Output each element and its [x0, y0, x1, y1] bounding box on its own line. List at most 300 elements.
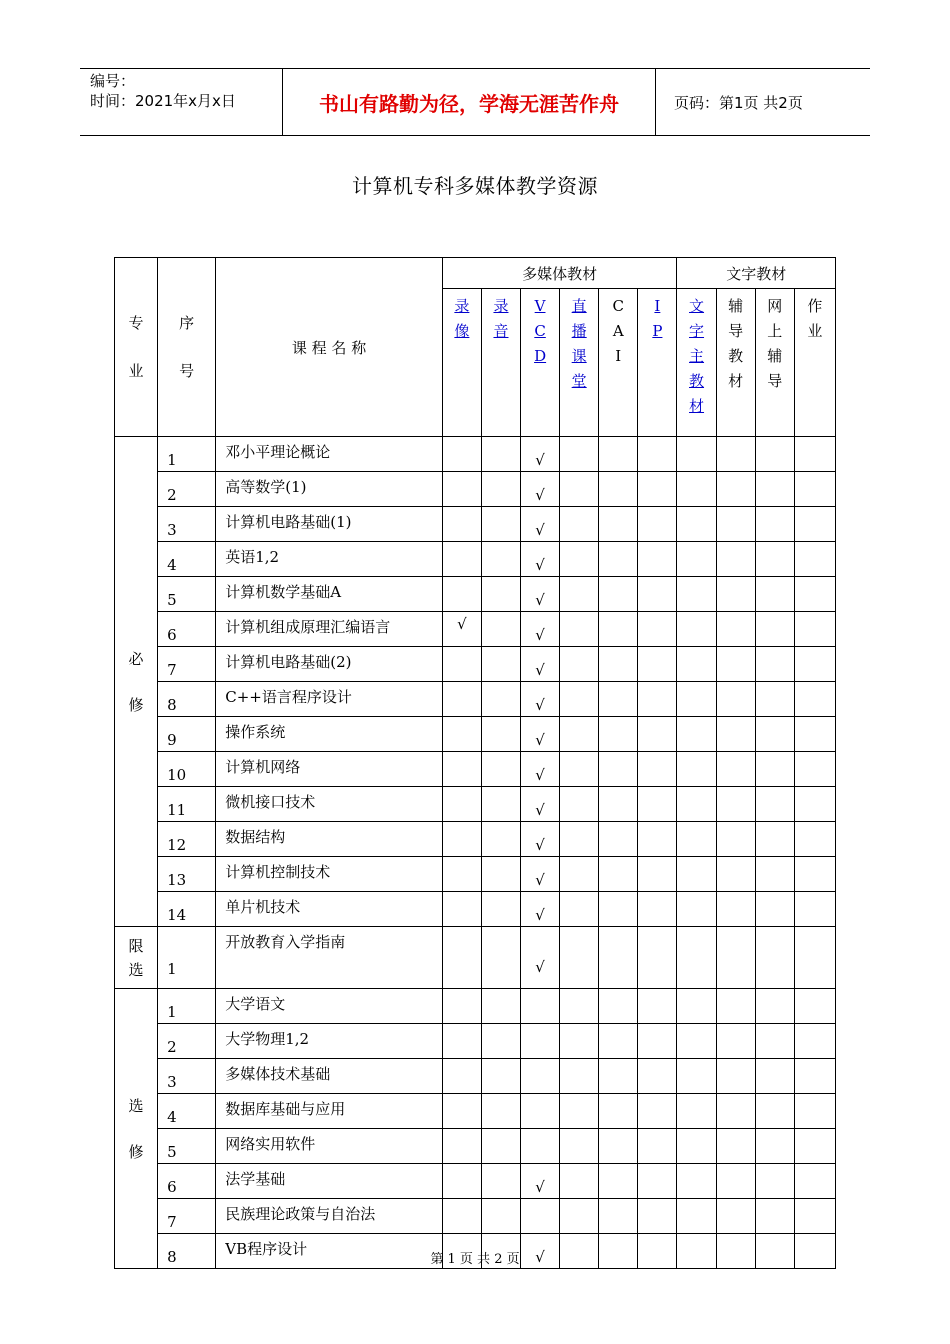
- row-cell-3: [560, 927, 599, 989]
- row-cell-9: [794, 857, 835, 892]
- row-cell-7: [716, 717, 755, 752]
- row-cell-4: [599, 822, 638, 857]
- row-seq: 5: [158, 1129, 216, 1164]
- table-row: [115, 507, 836, 542]
- row-cell-8: [755, 612, 794, 647]
- subheader-col-4: [599, 289, 638, 437]
- table-row: [115, 857, 836, 892]
- section-label: 限 选: [115, 927, 158, 989]
- row-cell-6: [677, 647, 716, 682]
- row-cell-4: [599, 892, 638, 927]
- row-cell-7: [716, 542, 755, 577]
- row-cell-4: [599, 542, 638, 577]
- subheader-col-8: [755, 289, 794, 437]
- table-row: [115, 1024, 836, 1059]
- subheader-label-3[interactable]: 直 播 课 堂: [571, 297, 587, 390]
- row-cell-3: [560, 1129, 599, 1164]
- subheader-col-1[interactable]: [481, 289, 520, 437]
- row-seq: 3: [158, 1059, 216, 1094]
- row-cell-4: [599, 787, 638, 822]
- row-cell-7: [716, 857, 755, 892]
- row-seq: 5: [158, 577, 216, 612]
- group-multimedia-header: 多媒体教材: [442, 258, 677, 289]
- row-course-name: 计算机组成原理汇编语言: [216, 612, 443, 647]
- row-cell-5: [638, 437, 677, 472]
- row-cell-9: [794, 577, 835, 612]
- row-seq: 14: [158, 892, 216, 927]
- check-mark-icon: √: [535, 626, 545, 644]
- row-cell-3: [560, 1164, 599, 1199]
- row-cell-7: [716, 472, 755, 507]
- row-course-name: 计算机网络: [216, 752, 443, 787]
- table-row: [115, 577, 836, 612]
- row-seq: 8: [158, 682, 216, 717]
- row-cell-6: [677, 1199, 716, 1234]
- row-cell-1: [481, 787, 520, 822]
- row-cell-0: [442, 989, 481, 1024]
- row-cell-9: [794, 472, 835, 507]
- row-cell-6: [677, 717, 716, 752]
- row-course-name: 计算机数学基础A: [216, 577, 443, 612]
- subheader-label-0[interactable]: 录 像: [454, 297, 470, 340]
- row-cell-4: [599, 612, 638, 647]
- row-cell-4: [599, 857, 638, 892]
- row-seq: 2: [158, 1024, 216, 1059]
- row-cell-5: [638, 1164, 677, 1199]
- col-major-header: [115, 258, 158, 437]
- row-cell-4: [599, 1129, 638, 1164]
- row-cell-0: [442, 717, 481, 752]
- row-cell-0: [442, 1059, 481, 1094]
- row-cell-6: [677, 787, 716, 822]
- check-mark-icon: √: [535, 556, 545, 574]
- row-cell-9: [794, 752, 835, 787]
- row-course-name: VB程序设计: [216, 1234, 443, 1269]
- row-cell-4: [599, 1199, 638, 1234]
- row-cell-2: [521, 892, 560, 927]
- page-title: [0, 170, 950, 199]
- row-cell-6: [677, 822, 716, 857]
- subheader-label-4: C A I: [612, 297, 624, 365]
- row-cell-2: [521, 542, 560, 577]
- row-seq: 6: [158, 1164, 216, 1199]
- check-mark-icon: √: [535, 906, 545, 924]
- table-row: [115, 612, 836, 647]
- row-cell-4: [599, 1164, 638, 1199]
- table-row: [115, 682, 836, 717]
- time-label: 时间：2021年x月x日: [90, 92, 236, 110]
- row-course-name: 多媒体技术基础: [216, 1059, 443, 1094]
- row-cell-8: [755, 542, 794, 577]
- row-cell-7: [716, 647, 755, 682]
- check-mark-icon: √: [535, 521, 545, 539]
- check-mark-icon: √: [535, 1248, 545, 1266]
- row-cell-4: [599, 507, 638, 542]
- row-cell-0: [442, 822, 481, 857]
- row-cell-1: [481, 1059, 520, 1094]
- row-cell-4: [599, 752, 638, 787]
- row-cell-6: [677, 892, 716, 927]
- check-mark-icon: √: [535, 661, 545, 679]
- subheader-col-6[interactable]: [677, 289, 716, 437]
- row-cell-9: [794, 822, 835, 857]
- section-label: 选 修: [115, 989, 158, 1269]
- row-cell-3: [560, 682, 599, 717]
- row-cell-8: [755, 1199, 794, 1234]
- table-row: [115, 822, 836, 857]
- table-row: [115, 1094, 836, 1129]
- row-cell-2: [521, 1199, 560, 1234]
- row-cell-2: [521, 1129, 560, 1164]
- row-cell-5: [638, 822, 677, 857]
- row-cell-2: [521, 507, 560, 542]
- table-row: [115, 1164, 836, 1199]
- table-row: [115, 1199, 836, 1234]
- row-cell-2: [521, 927, 560, 989]
- row-seq: 7: [158, 647, 216, 682]
- row-cell-5: [638, 647, 677, 682]
- row-cell-7: [716, 437, 755, 472]
- serial-label: 编号：: [90, 72, 136, 90]
- row-cell-0: [442, 1094, 481, 1129]
- row-seq: 13: [158, 857, 216, 892]
- row-cell-8: [755, 927, 794, 989]
- row-cell-3: [560, 717, 599, 752]
- row-cell-6: [677, 542, 716, 577]
- row-course-name: 法学基础: [216, 1164, 443, 1199]
- row-cell-3: [560, 437, 599, 472]
- row-cell-8: [755, 682, 794, 717]
- row-cell-2: [521, 752, 560, 787]
- row-cell-1: [481, 892, 520, 927]
- row-cell-0: [442, 927, 481, 989]
- header-meta: [80, 69, 282, 137]
- row-cell-2: [521, 647, 560, 682]
- row-course-name: 大学语文: [216, 989, 443, 1024]
- col-name-header: 课 程 名 称: [216, 258, 443, 437]
- title-part1: 计算机专科: [352, 174, 455, 198]
- row-course-name: 开放教育入学指南: [216, 927, 443, 989]
- row-cell-0: [442, 752, 481, 787]
- row-cell-3: [560, 1199, 599, 1234]
- row-course-name: 操作系统: [216, 717, 443, 752]
- row-cell-9: [794, 542, 835, 577]
- row-cell-1: [481, 1164, 520, 1199]
- row-cell-3: [560, 647, 599, 682]
- col-seq-label: 序 号: [179, 314, 195, 380]
- row-seq: 7: [158, 1199, 216, 1234]
- row-cell-3: [560, 1094, 599, 1129]
- row-cell-1: [481, 1094, 520, 1129]
- table-row: [115, 787, 836, 822]
- subheader-label-5[interactable]: I P: [652, 297, 663, 340]
- row-cell-5: [638, 1129, 677, 1164]
- check-mark-icon: √: [535, 958, 545, 976]
- row-course-name: 计算机电路基础(2): [216, 647, 443, 682]
- row-seq: 4: [158, 542, 216, 577]
- table-row: [115, 892, 836, 927]
- row-cell-1: [481, 542, 520, 577]
- row-cell-0: [442, 542, 481, 577]
- row-seq: 9: [158, 717, 216, 752]
- row-cell-8: [755, 1059, 794, 1094]
- title-part2: 多媒体教学资源: [454, 174, 598, 198]
- row-course-name: 大学物理1,2: [216, 1024, 443, 1059]
- row-cell-9: [794, 1164, 835, 1199]
- row-cell-3: [560, 507, 599, 542]
- row-cell-9: [794, 1094, 835, 1129]
- subheader-label-8: 网 上 辅 导: [767, 297, 783, 390]
- row-cell-8: [755, 787, 794, 822]
- row-cell-5: [638, 1059, 677, 1094]
- row-cell-3: [560, 1024, 599, 1059]
- row-cell-1: [481, 507, 520, 542]
- row-course-name: 数据库基础与应用: [216, 1094, 443, 1129]
- row-cell-2: [521, 1059, 560, 1094]
- row-cell-6: [677, 472, 716, 507]
- row-cell-8: [755, 647, 794, 682]
- row-cell-4: [599, 577, 638, 612]
- row-cell-6: [677, 1094, 716, 1129]
- row-cell-9: [794, 682, 835, 717]
- row-cell-7: [716, 1199, 755, 1234]
- row-cell-5: [638, 612, 677, 647]
- row-cell-8: [755, 1164, 794, 1199]
- row-cell-5: [638, 752, 677, 787]
- row-cell-7: [716, 1129, 755, 1164]
- row-course-name: 民族理论政策与自治法: [216, 1199, 443, 1234]
- subheader-col-2[interactable]: [521, 289, 560, 437]
- table-row: [115, 1129, 836, 1164]
- col-major-label: 专 业: [128, 314, 144, 380]
- table-row: [115, 752, 836, 787]
- row-cell-0: [442, 682, 481, 717]
- check-mark-icon: √: [535, 591, 545, 609]
- page-label: 页码：第1页 共2页: [674, 93, 803, 112]
- row-cell-0: [442, 647, 481, 682]
- row-cell-1: [481, 927, 520, 989]
- group-text-header: 文字教材: [677, 258, 836, 289]
- row-cell-7: [716, 1059, 755, 1094]
- check-mark-icon: √: [535, 731, 545, 749]
- row-cell-3: [560, 787, 599, 822]
- table-row: [115, 717, 836, 752]
- subheader-label-2[interactable]: V C D: [534, 297, 547, 365]
- row-cell-2: [521, 472, 560, 507]
- row-cell-2: [521, 857, 560, 892]
- check-mark-icon: √: [535, 1178, 545, 1196]
- row-cell-5: [638, 787, 677, 822]
- subheader-col-7: [716, 289, 755, 437]
- row-cell-1: [481, 717, 520, 752]
- row-cell-1: [481, 472, 520, 507]
- row-cell-8: [755, 717, 794, 752]
- row-cell-6: [677, 437, 716, 472]
- subheader-col-5[interactable]: [638, 289, 677, 437]
- row-cell-6: [677, 927, 716, 989]
- row-course-name: 计算机控制技术: [216, 857, 443, 892]
- subheader-label-6[interactable]: 文 字 主 教 材: [689, 297, 705, 415]
- row-cell-3: [560, 752, 599, 787]
- row-cell-5: [638, 472, 677, 507]
- row-cell-6: [677, 989, 716, 1024]
- row-course-name: 计算机电路基础(1): [216, 507, 443, 542]
- row-cell-1: [481, 682, 520, 717]
- row-cell-7: [716, 989, 755, 1024]
- row-cell-5: [638, 927, 677, 989]
- row-cell-4: [599, 1024, 638, 1059]
- row-cell-7: [716, 787, 755, 822]
- row-course-name: 英语1,2: [216, 542, 443, 577]
- table-row: [115, 989, 836, 1024]
- header-motto: 书山有路勤为径，学海无涯苦作舟: [282, 69, 656, 135]
- row-course-name: 高等数学(1): [216, 472, 443, 507]
- row-seq: 2: [158, 472, 216, 507]
- row-cell-9: [794, 437, 835, 472]
- row-seq: 12: [158, 822, 216, 857]
- table-row: [115, 927, 836, 989]
- row-cell-0: [442, 892, 481, 927]
- check-mark-icon: √: [535, 836, 545, 854]
- row-cell-8: [755, 989, 794, 1024]
- row-cell-0: [442, 787, 481, 822]
- row-cell-1: [481, 752, 520, 787]
- row-seq: 8: [158, 1234, 216, 1269]
- row-cell-4: [599, 989, 638, 1024]
- row-cell-7: [716, 892, 755, 927]
- row-cell-9: [794, 1059, 835, 1094]
- row-cell-2: [521, 1164, 560, 1199]
- row-cell-2: [521, 682, 560, 717]
- row-cell-5: [638, 1024, 677, 1059]
- check-mark-icon: √: [535, 801, 545, 819]
- row-cell-3: [560, 1059, 599, 1094]
- row-cell-7: [716, 1024, 755, 1059]
- row-cell-7: [716, 577, 755, 612]
- row-cell-3: [560, 542, 599, 577]
- row-cell-2: [521, 1024, 560, 1059]
- row-cell-9: [794, 507, 835, 542]
- row-cell-7: [716, 822, 755, 857]
- row-cell-2: [521, 717, 560, 752]
- row-cell-4: [599, 1094, 638, 1129]
- table-body: [115, 258, 836, 1269]
- row-cell-3: [560, 892, 599, 927]
- row-cell-0: [442, 857, 481, 892]
- row-cell-2: [521, 612, 560, 647]
- row-cell-1: [481, 647, 520, 682]
- row-cell-9: [794, 647, 835, 682]
- row-cell-8: [755, 822, 794, 857]
- row-course-name: 网络实用软件: [216, 1129, 443, 1164]
- row-course-name: C++语言程序设计: [216, 682, 443, 717]
- row-seq: 11: [158, 787, 216, 822]
- subheader-label-1[interactable]: 录 音: [493, 297, 509, 340]
- row-cell-3: [560, 472, 599, 507]
- row-cell-4: [599, 717, 638, 752]
- check-mark-icon: √: [535, 871, 545, 889]
- row-cell-6: [677, 612, 716, 647]
- row-cell-8: [755, 577, 794, 612]
- subheader-label-9: 作 业: [807, 297, 823, 340]
- row-cell-9: [794, 1199, 835, 1234]
- subheader-col-9: [794, 289, 835, 437]
- row-cell-2: [521, 989, 560, 1024]
- page-header: [80, 68, 870, 136]
- row-cell-8: [755, 1024, 794, 1059]
- row-cell-9: [794, 989, 835, 1024]
- row-cell-4: [599, 647, 638, 682]
- row-cell-6: [677, 752, 716, 787]
- row-cell-5: [638, 682, 677, 717]
- row-cell-0: [442, 577, 481, 612]
- row-cell-6: [677, 682, 716, 717]
- row-cell-6: [677, 577, 716, 612]
- row-cell-1: [481, 857, 520, 892]
- subheader-col-0[interactable]: [442, 289, 481, 437]
- row-cell-0: [442, 1024, 481, 1059]
- row-cell-0: [442, 1164, 481, 1199]
- row-cell-8: [755, 1094, 794, 1129]
- row-cell-2: [521, 787, 560, 822]
- row-cell-6: [677, 1129, 716, 1164]
- row-cell-2: [521, 822, 560, 857]
- row-cell-3: [560, 857, 599, 892]
- row-cell-1: [481, 577, 520, 612]
- subheader-label-7: 辅 导 教 材: [728, 297, 744, 390]
- row-course-name: 邓小平理论概论: [216, 437, 443, 472]
- row-cell-1: [481, 822, 520, 857]
- row-cell-9: [794, 1024, 835, 1059]
- table-row: [115, 472, 836, 507]
- row-cell-4: [599, 472, 638, 507]
- row-cell-3: [560, 577, 599, 612]
- row-cell-0: [442, 472, 481, 507]
- row-cell-5: [638, 507, 677, 542]
- row-seq: 1: [158, 989, 216, 1024]
- check-mark-icon: √: [535, 451, 545, 469]
- row-cell-0: [442, 612, 481, 647]
- row-cell-8: [755, 507, 794, 542]
- col-seq-header: [158, 258, 216, 437]
- row-cell-8: [755, 472, 794, 507]
- row-seq: 1: [158, 437, 216, 472]
- row-cell-3: [560, 989, 599, 1024]
- row-seq: 10: [158, 752, 216, 787]
- row-cell-1: [481, 989, 520, 1024]
- row-cell-6: [677, 1164, 716, 1199]
- row-cell-6: [677, 1024, 716, 1059]
- row-cell-5: [638, 1199, 677, 1234]
- row-cell-4: [599, 927, 638, 989]
- row-cell-9: [794, 892, 835, 927]
- table-row: [115, 1059, 836, 1094]
- row-cell-7: [716, 1164, 755, 1199]
- row-cell-6: [677, 857, 716, 892]
- row-cell-7: [716, 612, 755, 647]
- row-cell-8: [755, 1129, 794, 1164]
- row-cell-2: [521, 437, 560, 472]
- row-cell-3: [560, 822, 599, 857]
- check-mark-icon: √: [457, 615, 467, 633]
- row-course-name: 数据结构: [216, 822, 443, 857]
- subheader-col-3[interactable]: [560, 289, 599, 437]
- row-cell-4: [599, 1059, 638, 1094]
- row-seq: 1: [158, 927, 216, 989]
- row-seq: 3: [158, 507, 216, 542]
- row-seq: 4: [158, 1094, 216, 1129]
- header-page-info: [664, 69, 870, 135]
